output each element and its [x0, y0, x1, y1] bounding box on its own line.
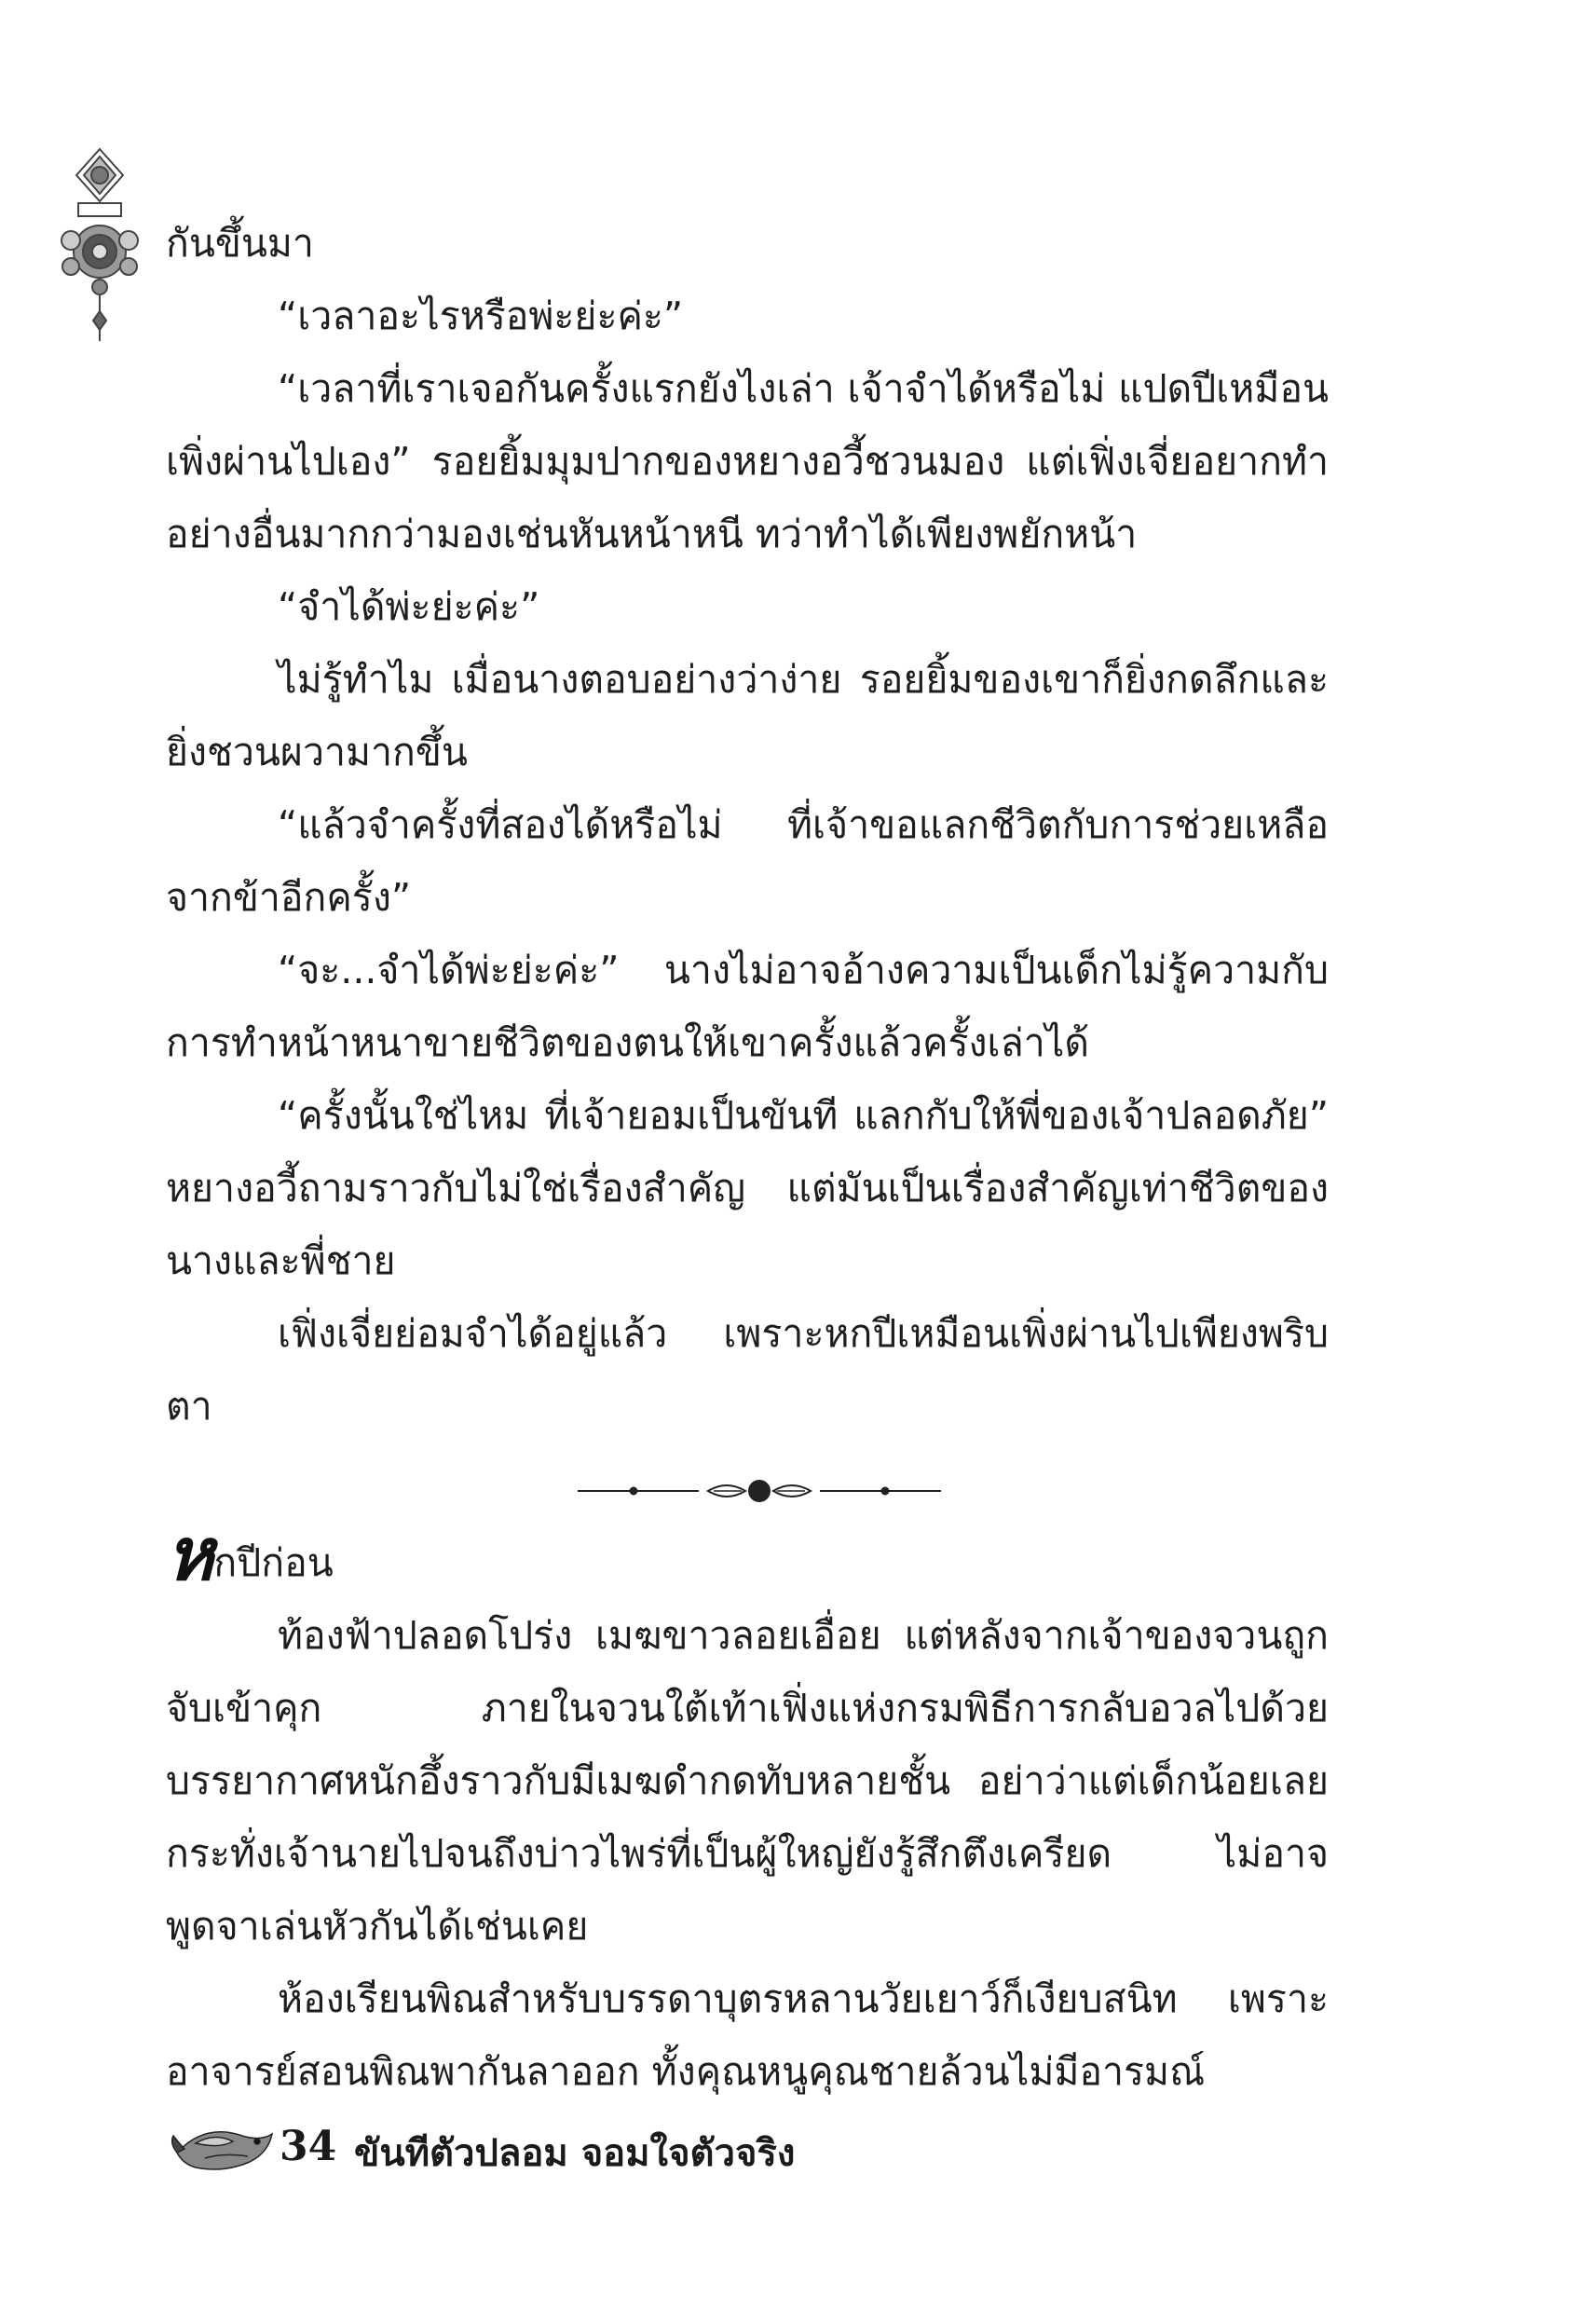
- body-text-block-2: [166, 1512, 1329, 2108]
- paragraph: ไม่รู้ทำไม เมื่อนางตอบอย่างว่าง่าย รอยยิ้มของเขาก็ยิ่งกดลึกและยิ่งชวนผวามากขึ้น: [166, 657, 1329, 774]
- paragraph: “จะ...จำได้พ่ะย่ะค่ะ” นางไม่อาจอ้างความเป็นเด็กไม่รู้ความกับการทำหน้าหนาขายชีวิตของตนให้เขาครั้งแล้วครั้งเล่าได้: [166, 948, 1329, 1065]
- page-number: 34: [280, 2123, 337, 2170]
- book-title: ขันทีตัวปลอม จอมใจตัวจริง: [354, 2131, 796, 2175]
- paragraph: ห้องเรียนพิณสำหรับบรรดาบุตรหลานวัยเยาว์ก็เงียบสนิท เพราะอาจารย์สอนพิณพากันลาออก ทั้งคุณหนูคุณชายล้วนไม่มีอารมณ์: [166, 1976, 1329, 2094]
- heading-text: กปีก่อน: [213, 1540, 334, 1585]
- paragraph: “ครั้งนั้นใช่ไหม ที่เจ้ายอมเป็นขันที แลกกับให้พี่ของเจ้าปลอดภัย” หยางอวี้ถามราวกับไม่ใช่เรื่องสำคัญ แต่มันเป็นเรื่องสำคัญเท่าชีวิตของนางและพี่ชาย: [166, 1093, 1329, 1283]
- mandarin-duck-icon: [168, 2115, 280, 2181]
- floral-medallion-ornament-icon: [58, 147, 142, 343]
- paragraph: ท้องฟ้าปลอดโปร่ง เมฆขาวลอยเอื่อย แต่หลังจากเจ้าของจวนถูกจับเข้าคุก ภายในจวนใต้เท้าเฟิ่งแห่งกรมพิธีการกลับอวลไปด้วยบรรยากาศหนักอึ้งราวกับมีเมฆดำกดทับหลายชั้น อย่าว่าแต่เด็กน้อยเลย กระทั่งเจ้านายไปจนถึงบ่าวไพร่ที่เป็นผู้ใหญ่ยังรู้สึกตึงเครียด ไม่อาจพูดจาเล่นหัวกันได้เช่นเคย: [166, 1613, 1329, 1949]
- page-footer: [168, 2115, 1006, 2181]
- paragraph: กันขึ้นมา: [166, 221, 314, 266]
- body-text-block-1: [166, 207, 1329, 1443]
- paragraph: “เวลาที่เราเจอกันครั้งแรกยังไงเล่า เจ้าจำได้หรือไม่ แปดปีเหมือนเพิ่งผ่านไปเอง” รอยยิ้มมุมปากของหยางอวี้ชวนมอง แต่เฟิ่งเจี่ยอยากทำอย่างอื่นมากกว่ามองเช่นหันหน้าหนี ทว่าทำได้เพียงพยักหน้า: [166, 366, 1329, 556]
- paragraph: “เวลาอะไรหรือพ่ะย่ะค่ะ”: [278, 294, 684, 338]
- drop-cap: ห: [166, 1512, 214, 1597]
- paragraph: “แล้วจำครั้งที่สองได้หรือไม่ ที่เจ้าขอแลกชีวิตกับการช่วยเหลือจากข้าอีกครั้ง”: [166, 802, 1329, 920]
- section-heading: [166, 1512, 1329, 1599]
- paragraph: “จำได้พ่ะย่ะค่ะ”: [278, 584, 540, 629]
- ornamental-divider-icon: [578, 1474, 941, 1508]
- paragraph: เฟิ่งเจี่ยย่อมจำได้อยู่แล้ว เพราะหกปีเหมือนเพิ่งผ่านไปเพียงพริบตา: [166, 1311, 1329, 1429]
